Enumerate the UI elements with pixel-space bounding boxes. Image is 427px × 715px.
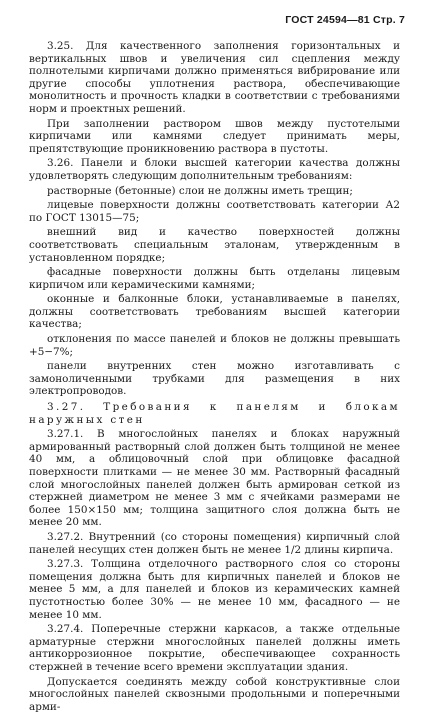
- clause-3-26: 3.26. Панели и блоки высшей категории качества должны удовлетворять следующим дополнительным требованиям:: [29, 157, 400, 182]
- clause-3-25: 3.25. Для качественного заполнения горизонтальных и вертикальных швов и увеличения сил сцепления между полнотелыми кирпичами должно применяться вибрирование или другие способы уплотнения раствора, обеспечивающие монолитность и прочность кладки в соответствии с требованиями норм и проектных решений.: [29, 40, 400, 115]
- clause-3-27-4: 3.27.4. Поперечные стержни каркасов, а также отдельные арматурные стержни многослойных панелей должны иметь антикоррозионное покрытие, обеспечивающее сохранность стержней в течение всего времени эксплуатации здания.: [29, 623, 400, 673]
- requirement-item: лицевые поверхности должны соответствовать категории А2 по ГОСТ 13015—75;: [29, 199, 400, 224]
- requirement-item: растворные (бетонные) слои не должны иметь трещин;: [47, 184, 353, 197]
- requirement-item: панели внутренних стен можно изготавливать с замоноличенными трубками для размещения в них электропроводов.: [29, 360, 400, 398]
- clause-3-25-paragraph: При заполнении раствором швов между пустотелыми кирпичами или камнями следует принимать меры, препятствующие проникновению раствора в пустоты.: [29, 117, 400, 155]
- requirement-item: фасадные поверхности должны быть отделаны лицевым кирпичом или керамическими камнями;: [29, 266, 400, 291]
- requirement-item: оконные и балконные блоки, устанавливаемые в панелях, должны соответствовать требованиям высшей категории качества;: [29, 293, 400, 331]
- document-body: [29, 40, 400, 715]
- page-number: Стр. 7: [372, 14, 405, 26]
- clause-3-27-3: 3.27.3. Толщина отделочного растворного слоя со стороны помещения должна быть для кирпичных панелей и блоков не менее 5 мм, а для панелей и блоков из керамических камней пустотностью более 30% — не менее 10 мм, фасадного — не менее 10 мм.: [29, 558, 400, 621]
- standard-number: ГОСТ 24594—81: [285, 14, 370, 26]
- requirement-item: отклонения по массе панелей и блоков не должны превышать +5−7%;: [29, 333, 400, 358]
- page-header: [285, 14, 405, 26]
- section-heading-3-27: 3.27. Требования к панелям и блокам наружных стен: [29, 401, 400, 426]
- requirement-item: внешний вид и качество поверхностей должны соответствовать специальным эталонам, утвержденным в установленном порядке;: [29, 226, 400, 264]
- clause-3-27-4-paragraph: Допускается соединять между собой конструктивные слои многослойных панелей сквозными продольными и поперечными арми-: [29, 675, 400, 713]
- clause-3-27-1: 3.27.1. В многослойных панелях и блоках наружный армированный растворный слой должен быть толщиной не менее 40 мм, а облицовочный слой при облицовке фасадной поверхности плитками — не менее 30 мм. Растворный фасадный слой многослойных панелей должен быть армирован сеткой из стержней диаметром не менее 3 мм с ячейками размерами не более 150×150 мм; толщина защитного слоя должна быть не менее 20 мм.: [29, 428, 400, 529]
- clause-3-27-2: 3.27.2. Внутренний (со стороны помещения) кирпичный слой панелей несущих стен должен быть не менее 1/2 длины кирпича.: [29, 530, 400, 556]
